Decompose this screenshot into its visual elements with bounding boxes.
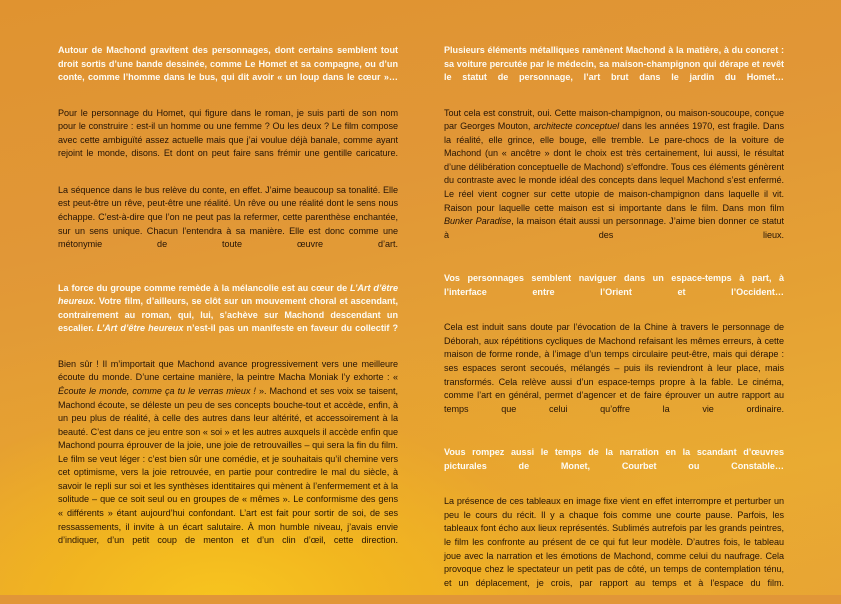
text-run: Vos personnages semblent naviguer dans un espace-temps à part, à l’interface entre l’Orient et l’Occident… (444, 273, 784, 297)
two-column-text-layout (58, 44, 785, 588)
interview-question-paragraph (58, 282, 398, 350)
interview-question-paragraph (58, 44, 398, 98)
text-run: Vous rompez aussi le temps de la narration en la scandant d’œuvres picturales de Monet, Courbet ou Constable… (444, 447, 784, 471)
text-run: La séquence dans le bus relève du conte, en effet. J’aime beaucoup sa tonalité. Elle est peut-être un rêve, peut-être une réalité. Un rêve ou une réalité dont le sens nous échappe. C’est-à-dire que l’on ne peut pas la refermer, cette parenthèse enchantée, sur un sens unique. Chacun l’entendra à sa manière. Elle est donc comme une métonymie de toute œuvre d’art. (58, 184, 398, 250)
text-run: Pour le personnage du Homet, qui figure dans le roman, je suis parti de son nom pour le construire : est-il un homme ou une femme ? Ou les deux ? Le film compose avec cette ambiguïté assez actuelle mais que j’ai voulue déjà banale, comme ayant rejoint le monde, disons. Et dont on peut faire sans frémir une gentille caricature. (58, 107, 398, 159)
interview-answer-paragraph (58, 184, 398, 265)
text-run: n’est-il pas un manifeste en faveur du collectif ? (183, 323, 398, 334)
italic-title-run: Bunker Paradise (444, 216, 512, 227)
interview-question-paragraph (444, 446, 784, 487)
text-run: Tout cela est construit, oui. Cette maison-champignon, ou maison-soucoupe, conçue par Georges Mouton, (444, 107, 784, 132)
text-run: , la maison était aussi un personnage. J’aime bien donner ce statut à des lieux. (444, 216, 785, 240)
interview-answer-paragraph (444, 495, 784, 603)
left-text-column (58, 44, 398, 561)
text-run: La force du groupe comme remède à la mélancolie est au cœur de (58, 282, 351, 293)
text-run: ». Machond et ses voix se taisent, Machond écoute, se déleste un peu de ses concepts bouche-tout et accède, enfin, à un peu plus de réalité, à celle des autres dans leur altérité, et accessoirement à la beauté. C’est dans ce jeu entre son « soi » et les autres auxquels il accède enfin que Machond pourra éprouver de la joie, une joie de retrouvailles – qui sera la fin du film. Le film se veut léger : c’est bien sûr une comédie, et je souhaitais qu’il chemine vers cet optimisme, vers la joie retrouvée, en partie pour contredire le mal du siècle, à savoir le repli sur soi et les synthèses identitaires qui mènent à l’enfermement et à la solitude – que ce soit seul ou en groupes de « mêmes ». Le conformisme des gens « différents » étant aujourd’hui confondant. L’art est fait pour sortir de soi, de ses ressassements, il invite à un écart salutaire. À mon humble niveau, j’avais envie d’indiquer, d’un petit coup de menton et d’un clin d’œil, cette direction. (58, 386, 398, 546)
text-run: Plusieurs éléments métalliques ramènent Machond à la matière, à du concret : sa voiture percutée par le médecin, sa maison-champignon qui dérape et revêt le statut de personnage, l’art brut dans le jardin du Homet… (444, 45, 784, 83)
italic-title-run: L’Art d’être heureux (96, 323, 184, 334)
italic-title-run: architecte conceptuel (533, 121, 620, 132)
text-run: La présence de ces tableaux en image fixe vient en effet interrompre et perturber un peu le cours du récit. Il y a chaque fois comme une courte pause. Parfois, les tableaux font écho aux lieux représentés. Sublimés autrefois par les grands peintres, le film les confronte au présent de ce qui fut leur modèle. D’autres fois, le tableau joue avec la narration et les émotions de Machond, comme celui du naufrage. Cela provoque chez le spectateur un petit pas de côté, un temps de contemplation ténu, et un déplacement, je crois, par rapport au temps et à l’espace du film. (444, 496, 784, 588)
interview-question-paragraph (444, 272, 784, 313)
interview-answer-paragraph (444, 107, 784, 256)
text-run: dans les années 1970, est fragile. Dans la réalité, elle grince, elle bouge, elle tremble. Le pare-chocs de la voiture de Machond (un « ancêtre » dont le choix est très certainement, lui aussi, le résultat d’une délibération conceptuelle de Machond) s’effondre. Tous ces éléments génèrent du contraste avec le monde idéal des concepts dans lequel Machond s’est enfermé. Le réel vient cogner sur cette utopie de maison-champignon dans laquelle il vit. Raison pour laquelle cette maison est si importante dans le film. Dans mon film (444, 121, 784, 213)
italic-title-run: L’Art d’être heureux (58, 282, 398, 307)
right-text-column (444, 44, 784, 604)
interview-answer-paragraph (58, 107, 398, 175)
text-run: Cela est induit sans doute par l’évocation de la Chine à travers le personnage de Déborah, aux répétitions cycliques de Machond refaisant les mêmes erreurs, à cette maison de forme ronde, à l’image d’un temps circulaire peut-être, mais qui dérape : ses espaces seront secoués, mélangés – puis ils reviendront à leur place, mais transformés. Cela relève aussi d’un espace-temps propre à la fable. Le cinéma, comme l’art en général, permet d’agencer et de faire éprouver un autre rapport au temps que celui qu’offre la vie ordinaire. (444, 322, 784, 414)
text-run: Bien sûr ! Il m’importait que Machond avance progressivement vers une meilleure écoute du monde. D’une certaine manière, la peintre Macha Moniak l’y exhorte : « (58, 358, 398, 383)
interview-answer-paragraph (58, 358, 398, 561)
italic-title-run: Écoute le monde, comme ça tu le verras mieux ! (58, 386, 256, 397)
text-run: Autour de Machond gravitent des personnages, dont certains semblent tout droit sortis d’une bande dessinée, comme Le Homet et sa compagne, ou d’un conte, comme l’homme dans le bus, qui dit avoir « un loup dans le cœur »… (58, 45, 398, 83)
interview-question-paragraph (444, 44, 784, 98)
interview-answer-paragraph (444, 321, 784, 429)
text-run: . Votre film, d’ailleurs, se clôt sur un mouvement choral et ascendant, contrairement au roman, qui, lui, s’achève sur Machond descendant un escalier. (58, 296, 398, 334)
